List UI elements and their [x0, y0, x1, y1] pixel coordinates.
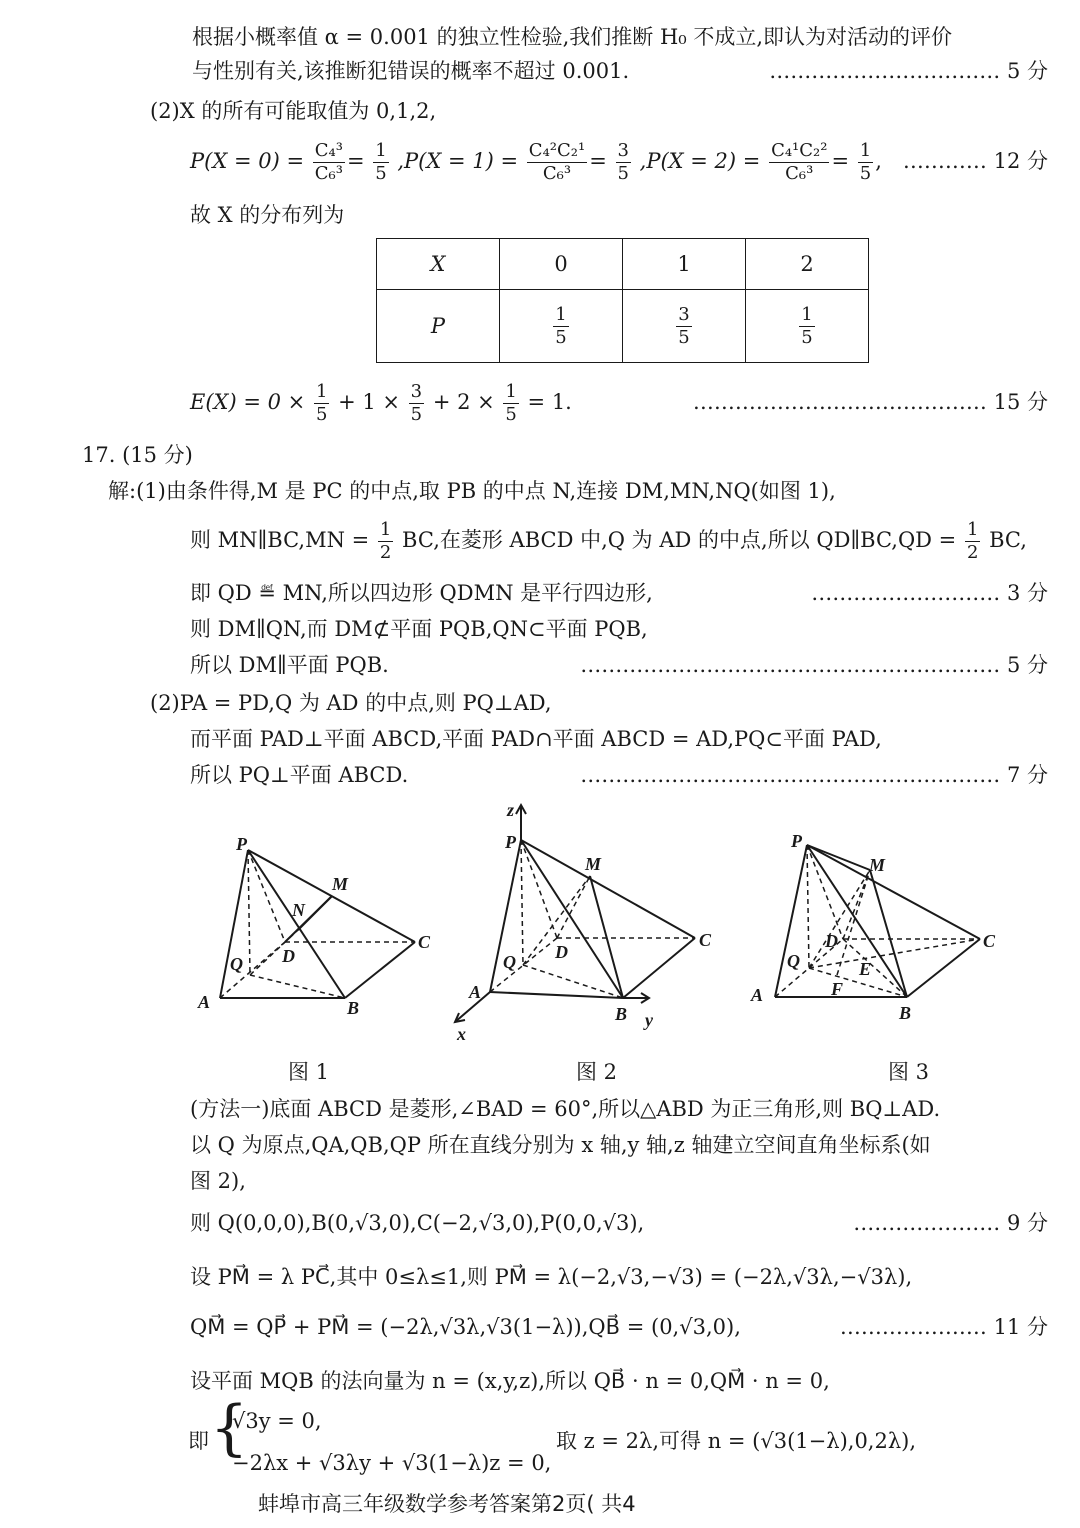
- fig-label: D: [282, 946, 295, 966]
- fig-label: Q: [787, 951, 800, 971]
- figure-1: [190, 830, 450, 1030]
- question-heading: 17. (15 分): [82, 443, 193, 467]
- score-marker: ………… 12 分: [902, 149, 1048, 173]
- text-line: 设平面 MQB 的法向量为 n = (x,y,z),所以 QB⃗ · n = 0,QM⃗ · n = 0,: [190, 1369, 830, 1393]
- expectation-equation: E(X) = 0 × $\frac{1}{5}$ + 1 × $\frac{3}{5}$ + 2 × $\frac{1}{5}$ = 1.: [190, 381, 572, 425]
- fig-label: C: [418, 932, 431, 952]
- table-cell: X: [377, 239, 500, 290]
- fig-label: N: [292, 900, 305, 920]
- fig-label: D: [825, 931, 838, 951]
- score-marker: ……………………… 3 分: [811, 581, 1048, 605]
- table-cell: P: [377, 290, 500, 363]
- probability-equation: P(X = 0) = $\frac{\text{C₄³}}{\text{C₆³}}$ = $\frac{1}{5}$ ,P(X = 1) = $\frac{\text{C₄²C₂¹}}{\text{C₆³}}$ = $\frac{3}{5}$ ,P(X = 2) = $\frac{\text{C₄¹C₂²}}{\text{C₆³}}$ = $\frac{1}{5}$ ,: [190, 140, 882, 184]
- fig-label: y: [645, 1010, 653, 1030]
- system-equation: −2λx + √3λy + √3(1−λ)z = 0,: [232, 1451, 552, 1475]
- distribution-table: [376, 238, 869, 363]
- system-equation: √3y = 0,: [232, 1409, 322, 1433]
- table-cell: 2: [746, 239, 869, 290]
- fig-label: B: [899, 1003, 912, 1023]
- fig-label: P: [791, 831, 802, 851]
- fraction: $\frac{1}{5}$: [859, 140, 872, 184]
- fig-label: P: [505, 832, 516, 852]
- table-cell: $\frac{1}{5}$: [746, 290, 869, 363]
- text-line: 而平面 PAD⊥平面 ABCD,平面 PAD∩平面 ABCD = AD,PQ⊂平面 PAD,: [190, 727, 882, 751]
- table-cell: 1: [623, 239, 746, 290]
- fig-label: x: [457, 1024, 466, 1044]
- brace-icon: {: [210, 1393, 249, 1463]
- fig-label: A: [469, 982, 482, 1002]
- text-line: 与性别有关,该推断犯错误的概率不超过 0.001.: [192, 59, 630, 83]
- score-marker: ………………… 11 分: [839, 1315, 1048, 1339]
- fig-label: Q: [503, 952, 516, 972]
- fig-label: M: [869, 855, 886, 875]
- eq-text: ,P(X = 2) =: [639, 149, 761, 173]
- fig-label: A: [198, 992, 211, 1012]
- text-line: 解:(1)由条件得,M 是 PC 的中点,取 PB 的中点 N,连接 DM,MN,NQ(如图 1),: [108, 479, 836, 503]
- part-heading: (2)X 的所有可能取值为 0,1,2,: [150, 99, 437, 123]
- fraction: $\frac{3}{5}$: [617, 140, 629, 184]
- text-line: 则 MN∥BC,MN = $\frac{1}{2}$ BC,在菱形 ABCD 中,Q 为 AD 的中点,所以 QD∥BC,QD = $\frac{1}{2}$ BC,: [190, 519, 1027, 563]
- fig-label: C: [699, 930, 712, 950]
- eq-text: P(X = 0) =: [190, 149, 305, 173]
- fig-label: C: [983, 931, 996, 951]
- fig-label: D: [555, 942, 568, 962]
- text-line: (方法一)底面 ABCD 是菱形,∠BAD = 60°,所以△ABD 为正三角形,则 BQ⊥AD.: [190, 1097, 941, 1121]
- text-line: 所以 PQ⊥平面 ABCD.: [190, 763, 409, 787]
- fraction: $\frac{\text{C₄¹C₂²}}{\text{C₆³}}$: [771, 140, 828, 184]
- figure-3: [745, 825, 1035, 1030]
- fig-label: E: [859, 959, 872, 979]
- text-line: QM⃗ = QP⃗ + PM⃗ = (−2λ,√3λ,√3(1−λ)),QB⃗ = (0,√3,0),: [190, 1315, 741, 1339]
- table-cell: $\frac{3}{5}$: [623, 290, 746, 363]
- fraction: $\frac{\text{C₄³}}{\text{C₆³}}$: [314, 140, 343, 184]
- figure-caption: 图 3: [888, 1060, 930, 1084]
- fig-label: P: [236, 834, 247, 854]
- figure-caption: 图 2: [576, 1060, 618, 1084]
- figure-caption: 图 1: [288, 1060, 330, 1084]
- text-line: 图 2),: [190, 1169, 246, 1193]
- text-line: 所以 DM∥平面 PQB.: [190, 653, 389, 677]
- fig-label: F: [831, 979, 844, 999]
- text-line: 以 Q 为原点,QA,QB,QP 所在直线分别为 x 轴,y 轴,z 轴建立空间直角坐标系(如: [190, 1133, 931, 1157]
- table-cell: $\frac{1}{5}$: [500, 290, 623, 363]
- text-line: 即 QD ≝ MN,所以四边形 QDMN 是平行四边形,: [190, 581, 653, 605]
- table-cell: 0: [500, 239, 623, 290]
- text-line: 设 PM⃗ = λ PC⃗,其中 0≤λ≤1,则 PM⃗ = λ(−2,√3,−√3) = (−2λ,√3λ,−√3λ),: [190, 1265, 913, 1289]
- text-line: 取 z = 2λ,可得 n = (√3(1−λ),0,2λ),: [556, 1429, 917, 1453]
- fig-label: z: [507, 800, 515, 820]
- fraction: $\frac{\text{C₄²C₂¹}}{\text{C₆³}}$: [528, 140, 586, 184]
- score-marker: …………………………………………………… 7 分: [580, 763, 1048, 787]
- fig-label: A: [751, 985, 764, 1005]
- text-line: 根据小概率值 α = 0.001 的独立性检验,我们推断 H₀ 不成立,即认为对活动的评价: [192, 25, 953, 49]
- fraction: $\frac{1}{5}$: [375, 140, 387, 184]
- fig-label: M: [332, 874, 349, 894]
- fig-label: B: [615, 1004, 628, 1024]
- figure-2: [445, 800, 735, 1045]
- score-marker: ………………… 9 分: [853, 1211, 1048, 1235]
- score-marker: …………………………… 5 分: [769, 59, 1048, 83]
- score-marker: …………………………………………………… 5 分: [580, 653, 1048, 677]
- fig-label: Q: [230, 954, 243, 974]
- text-line: 则 DM∥QN,而 DM⊄平面 PQB,QN⊂平面 PQB,: [190, 617, 648, 641]
- text-line: (2)PA = PD,Q 为 AD 的中点,则 PQ⊥AD,: [150, 691, 552, 715]
- fig-label: M: [585, 854, 602, 874]
- score-marker: …………………………………… 15 分: [692, 390, 1048, 414]
- text-line: 故 X 的分布列为: [190, 203, 345, 227]
- text-line: 则 Q(0,0,0),B(0,√3,0),C(−2,√3,0),P(0,0,√3),: [190, 1211, 645, 1235]
- page-footer: 蚌埠市高三年级数学参考答案第2页( 共4: [258, 1492, 636, 1516]
- fig-label: B: [347, 998, 360, 1018]
- eq-text: ,P(X = 1) =: [397, 149, 519, 173]
- system-lead: 即: [188, 1429, 209, 1453]
